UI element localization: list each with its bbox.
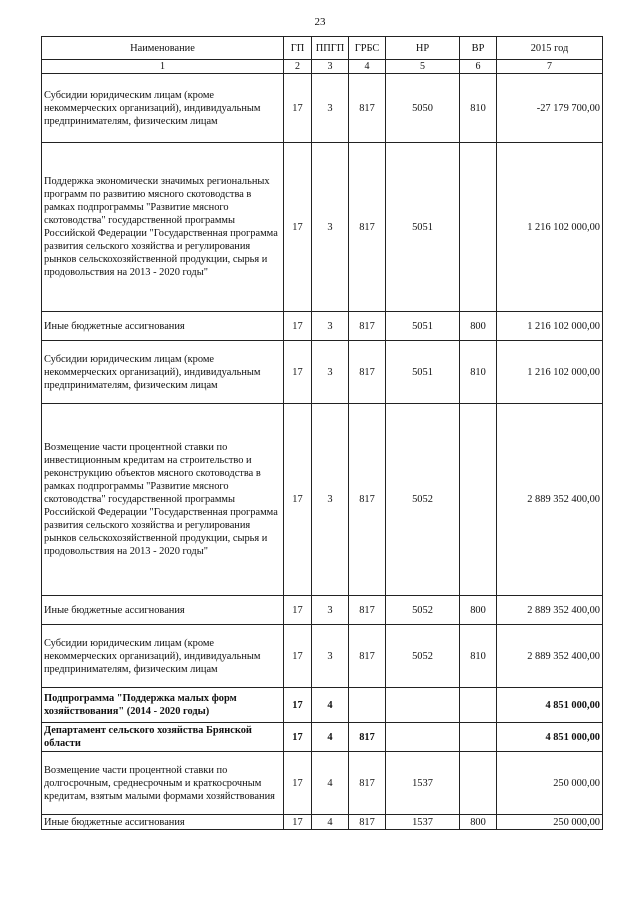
cell-gp: 17	[284, 74, 312, 143]
cell-vr: 810	[460, 74, 497, 143]
cell-name: Иные бюджетные ассигнования	[42, 815, 284, 830]
header-gp: ГП	[284, 37, 312, 60]
cell-gp: 17	[284, 143, 312, 312]
cell-name: Поддержка экономически значимых региональных программ по развитию мясного скотоводства в рамках подпрограммы "Развитие мясного скотоводства" государственной программы Российской Федерации "Государственная программа развития сельского хозяйства и регулирования рынков сельскохозяйственной продукции, сырья и продовольствия на 2013 - 2020 годы"	[42, 143, 284, 312]
cell-ppgp: 3	[312, 596, 349, 625]
cell-vr	[460, 404, 497, 596]
cell-amount: -27 179 700,00	[497, 74, 603, 143]
cell-gp: 17	[284, 723, 312, 752]
table-row	[42, 74, 603, 143]
cell-grbs: 817	[349, 815, 386, 830]
cell-ppgp: 3	[312, 625, 349, 688]
cell-grbs: 817	[349, 596, 386, 625]
cell-vr: 810	[460, 625, 497, 688]
cell-amount: 2 889 352 400,00	[497, 596, 603, 625]
cell-vr	[460, 688, 497, 723]
cell-amount: 250 000,00	[497, 815, 603, 830]
cell-amount: 2 889 352 400,00	[497, 625, 603, 688]
column-number: 1	[42, 60, 284, 74]
cell-nr: 5052	[386, 404, 460, 596]
cell-vr: 800	[460, 596, 497, 625]
cell-amount: 1 216 102 000,00	[497, 341, 603, 404]
header-vr: ВР	[460, 37, 497, 60]
cell-nr: 5051	[386, 312, 460, 341]
cell-amount: 4 851 000,00	[497, 688, 603, 723]
cell-gp: 17	[284, 815, 312, 830]
header-year: 2015 год	[497, 37, 603, 60]
cell-nr: 5050	[386, 74, 460, 143]
table-body	[42, 74, 603, 830]
table-row	[42, 143, 603, 312]
column-number: 7	[497, 60, 603, 74]
cell-gp: 17	[284, 625, 312, 688]
cell-name: Субсидии юридическим лицам (кроме некоммерческих организаций), индивидуальным предпринимателям, физическим лицам	[42, 625, 284, 688]
cell-grbs: 817	[349, 74, 386, 143]
table-row	[42, 723, 603, 752]
cell-amount: 4 851 000,00	[497, 723, 603, 752]
cell-grbs: 817	[349, 341, 386, 404]
cell-gp: 17	[284, 341, 312, 404]
cell-name: Субсидии юридическим лицам (кроме некоммерческих организаций), индивидуальным предпринимателям, физическим лицам	[42, 74, 284, 143]
header-name: Наименование	[42, 37, 284, 60]
cell-gp: 17	[284, 404, 312, 596]
table-row	[42, 625, 603, 688]
cell-name: Возмещение части процентной ставки по долгосрочным, среднесрочным и краткосрочным кредитам, взятым малыми формами хозяйствования	[42, 752, 284, 815]
table-row	[42, 688, 603, 723]
header-row	[42, 37, 603, 60]
cell-vr: 800	[460, 815, 497, 830]
cell-nr: 5052	[386, 596, 460, 625]
table-row	[42, 752, 603, 815]
cell-amount: 1 216 102 000,00	[497, 312, 603, 341]
cell-name: Подпрограмма "Поддержка малых форм хозяйствования" (2014 - 2020 годы)	[42, 688, 284, 723]
table-row	[42, 815, 603, 830]
table-row	[42, 596, 603, 625]
budget-table	[41, 36, 603, 830]
cell-nr	[386, 723, 460, 752]
cell-gp: 17	[284, 688, 312, 723]
cell-amount: 2 889 352 400,00	[497, 404, 603, 596]
cell-amount: 1 216 102 000,00	[497, 143, 603, 312]
table-row	[42, 312, 603, 341]
cell-nr: 1537	[386, 815, 460, 830]
cell-vr	[460, 143, 497, 312]
cell-ppgp: 4	[312, 815, 349, 830]
header-grbs: ГРБС	[349, 37, 386, 60]
cell-ppgp: 3	[312, 143, 349, 312]
cell-ppgp: 3	[312, 74, 349, 143]
cell-ppgp: 4	[312, 752, 349, 815]
cell-grbs: 817	[349, 752, 386, 815]
column-number: 6	[460, 60, 497, 74]
page-number: 23	[314, 16, 326, 28]
cell-grbs: 817	[349, 625, 386, 688]
header-nr: НР	[386, 37, 460, 60]
cell-nr: 5052	[386, 625, 460, 688]
cell-name: Департамент сельского хозяйства Брянской области	[42, 723, 284, 752]
table-header	[42, 37, 603, 74]
cell-nr: 5051	[386, 341, 460, 404]
cell-ppgp: 3	[312, 312, 349, 341]
cell-name: Субсидии юридическим лицам (кроме некоммерческих организаций), индивидуальным предпринимателям, физическим лицам	[42, 341, 284, 404]
cell-name: Возмещение части процентной ставки по инвестиционным кредитам на строительство и реконструкцию объектов мясного скотоводства в рамках подпрограммы "Развитие мясного скотоводства" государственной программы Российской Федерации "Государственная программа развития сельского хозяйства и регулирования рынков сельскохозяйственной продукции, сырья и продовольствия на 2013 - 2020 годы"	[42, 404, 284, 596]
cell-grbs	[349, 688, 386, 723]
cell-nr	[386, 688, 460, 723]
header-ppgp: ППГП	[312, 37, 349, 60]
cell-gp: 17	[284, 752, 312, 815]
cell-grbs: 817	[349, 312, 386, 341]
column-number: 5	[386, 60, 460, 74]
column-number: 4	[349, 60, 386, 74]
column-number-row	[42, 60, 603, 74]
cell-nr: 5051	[386, 143, 460, 312]
table-row	[42, 341, 603, 404]
column-number: 2	[284, 60, 312, 74]
cell-grbs: 817	[349, 404, 386, 596]
cell-name: Иные бюджетные ассигнования	[42, 596, 284, 625]
cell-vr	[460, 723, 497, 752]
cell-name: Иные бюджетные ассигнования	[42, 312, 284, 341]
cell-ppgp: 4	[312, 688, 349, 723]
cell-gp: 17	[284, 312, 312, 341]
cell-amount: 250 000,00	[497, 752, 603, 815]
cell-vr: 810	[460, 341, 497, 404]
cell-vr: 800	[460, 312, 497, 341]
cell-ppgp: 3	[312, 404, 349, 596]
table-row	[42, 404, 603, 596]
cell-ppgp: 3	[312, 341, 349, 404]
column-number: 3	[312, 60, 349, 74]
cell-vr	[460, 752, 497, 815]
cell-grbs: 817	[349, 723, 386, 752]
cell-gp: 17	[284, 596, 312, 625]
cell-nr: 1537	[386, 752, 460, 815]
cell-ppgp: 4	[312, 723, 349, 752]
cell-grbs: 817	[349, 143, 386, 312]
